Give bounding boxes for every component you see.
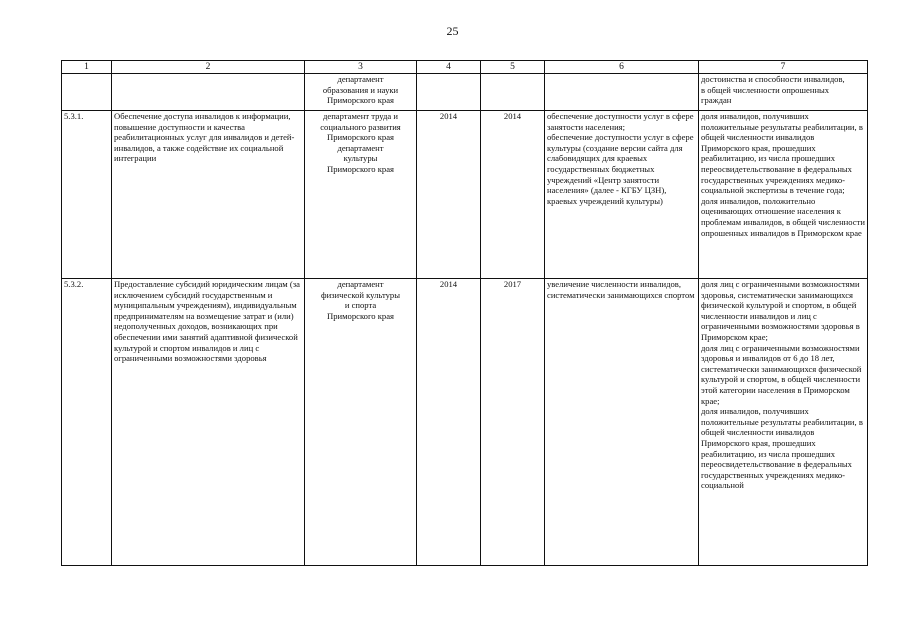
cell-end-year (481, 74, 545, 111)
cell-code: 5.3.2. (62, 279, 112, 566)
cell-end-year: 2017 (481, 279, 545, 566)
cell-result: увеличение численности инвалидов, систематически занимающихся спортом (545, 279, 699, 566)
column-header: 5 (481, 61, 545, 74)
cell-result: обеспечение доступности услуг в сфере занятости населения; обеспечение доступности услуг в сфере культуры (создание версии сайта для слабовидящих для краевых государственных бюджетных учреждений «Центр занятости населения» (далее - КГБУ ЦЗН), краевых учреждений культуры) (545, 111, 699, 279)
column-header: 4 (417, 61, 481, 74)
cell-activity (112, 74, 305, 111)
column-header: 7 (699, 61, 868, 74)
program-activities-table (61, 60, 868, 566)
cell-start-year: 2014 (417, 279, 481, 566)
column-header: 6 (545, 61, 699, 74)
column-header: 1 (62, 61, 112, 74)
cell-code: 5.3.1. (62, 111, 112, 279)
table-header-row (62, 61, 868, 74)
cell-result (545, 74, 699, 111)
cell-code (62, 74, 112, 111)
table-row (62, 74, 868, 111)
cell-activity: Предоставление субсидий юридическим лицам (за исключением субсидий государственным и муниципальным учреждениям), индивидуальным предпринимателям на возмещение затрат и (или) недополученных доходов, возникающих при обеспечении ими занятий адаптивной физической культурой и спортом инвалидов и лиц с ограниченными возможностями здоровья (112, 279, 305, 566)
page-number: 25 (446, 24, 459, 38)
cell-executor: департамент физической культуры и спорта Приморского края (305, 279, 417, 566)
column-header: 3 (305, 61, 417, 74)
cell-activity: Обеспечение доступа инвалидов к информации, повышение доступности и качества реабилитационных услуг для инвалидов и детей-инвалидов, а также содействие их социальной интеграции (112, 111, 305, 279)
cell-indicator: достоинства и способности инвалидов, в общей численности опрошенных граждан (699, 74, 868, 111)
column-header: 2 (112, 61, 305, 74)
cell-start-year: 2014 (417, 111, 481, 279)
table-row (62, 279, 868, 566)
cell-indicator: доля лиц с ограниченными возможностями здоровья, систематически занимающихся физической культурой и спортом, в общей численности инвалидов и лиц с ограниченными возможностями здоровья в Приморском крае; доля лиц с ограниченными возможностями здоровья и инвалидов от 6 до 18 лет, систематически занимающихся физической культурой и спортом, в общей численности этой категории населения в Приморском крае; доля инвалидов, получивших положительные результаты реабилитации, в общей численности инвалидов Приморского края, прошедших реабилитацию, из числа прошедших переосвидетельствование в федеральных государственных учреждениях медико-социальной (699, 279, 868, 566)
cell-start-year (417, 74, 481, 111)
cell-executor: департамент образования и науки Приморского края (305, 74, 417, 111)
cell-indicator: доля инвалидов, получивших положительные результаты реабилитации, в общей численности инвалидов Приморского края, прошедших реабилитацию, из числа прошедших переосвидетельствование в федеральных государственных учреждениях медико-социальной экспертизы в течение года; доля инвалидов, положительно оценивающих отношение населения к проблемам инвалидов, в общей численности опрошенных инвалидов в Приморском крае (699, 111, 868, 279)
cell-executor: департамент труда и социального развития Приморского края департамент культуры Приморского края (305, 111, 417, 279)
table-row (62, 111, 868, 279)
cell-end-year: 2014 (481, 111, 545, 279)
